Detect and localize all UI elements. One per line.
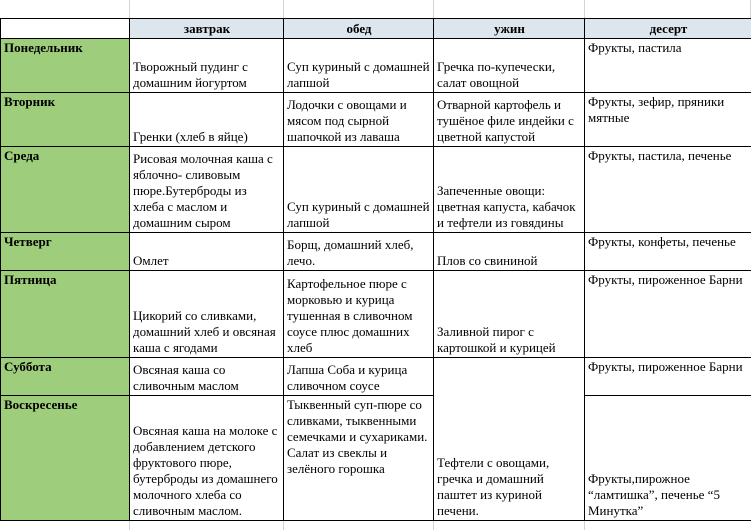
wednesday-dessert[interactable]: Фрукты, пастила, печенье [585,147,751,233]
monday-lunch[interactable]: Суп куриный с домашней лапшой [284,39,434,93]
gridline [129,0,130,18]
gridline [433,521,434,530]
day-thursday[interactable]: Четверг [1,233,130,271]
day-wednesday[interactable]: Среда [1,147,130,233]
day-sunday[interactable]: Воскресенье [1,396,130,521]
wednesday-breakfast[interactable]: Рисовая молочная каша с яблочно- сливовым пюре.Бутерброды из хлеба с маслом и домашним сыром [130,147,284,233]
gridline [584,0,585,18]
tuesday-dinner[interactable]: Отварной картофель и тушёное филе индейки с цветной капустой [434,93,585,147]
gridline [129,521,130,530]
gridline [283,521,284,530]
empty-grid-row [0,521,751,530]
day-tuesday[interactable]: Вторник [1,93,130,147]
saturday-lunch[interactable]: Лапша Соба и курица сливочном соусе [284,358,434,396]
saturday-dessert[interactable]: Фрукты, пироженное Барни [585,358,751,396]
friday-dinner[interactable]: Заливной пирог с картошкой и курицей [434,271,585,358]
day-friday[interactable]: Пятница [1,271,130,358]
monday-breakfast[interactable]: Творожный пудинг с домашним йогуртом [130,39,284,93]
tuesday-dessert[interactable]: Фрукты, зефир, пряники мятные [585,93,751,147]
tuesday-lunch[interactable]: Лодочки с овощами и мясом под сырной шапочкой из лаваша [284,93,434,147]
day-monday[interactable]: Понедельник [1,39,130,93]
row-monday [1,39,751,93]
corner-cell[interactable] [1,19,130,39]
monday-dessert[interactable]: Фрукты, пастила [585,39,751,93]
empty-grid-row [0,0,751,18]
thursday-lunch[interactable]: Борщ, домашний хлеб, лечо. [284,233,434,271]
thursday-dessert[interactable]: Фрукты, конфеты, печенье [585,233,751,271]
row-friday [1,271,751,358]
row-saturday [1,358,751,396]
friday-breakfast[interactable]: Цикорий со сливками, домашний хлеб и овсяная каша с ягодами [130,271,284,358]
gridline [283,0,284,18]
row-thursday [1,233,751,271]
header-lunch[interactable]: обед [284,19,434,39]
row-sunday [1,396,751,521]
row-tuesday [1,93,751,147]
gridline [584,521,585,530]
header-dessert[interactable]: десерт [585,19,751,39]
friday-dessert[interactable]: Фрукты, пироженное Барни [585,271,751,358]
wednesday-dinner[interactable]: Запеченные овощи: цветная капуста, кабачок и тефтели из говядины [434,147,585,233]
sunday-dessert[interactable]: Фрукты,пирожное “ламтишка”, печенье “5 Минутка” [585,396,751,521]
weekly-menu-table [0,18,751,521]
tuesday-breakfast[interactable]: Гренки (хлеб в яйце) [130,93,284,147]
weekend-dinner[interactable]: Тефтели с овощами, гречка и домашний паштет из куриной печени. [434,358,585,521]
gridline [433,0,434,18]
header-row [1,19,751,39]
sunday-lunch[interactable]: Тыквенный суп-пюре со сливками, тыквенными семечками и сухариками. Салат из свеклы и зелёного горошка [284,396,434,521]
header-breakfast[interactable]: завтрак [130,19,284,39]
thursday-breakfast[interactable]: Омлет [130,233,284,271]
row-wednesday [1,147,751,233]
wednesday-lunch[interactable]: Суп куриный с домашней лапшой [284,147,434,233]
saturday-breakfast[interactable]: Овсяная каша со сливочным маслом [130,358,284,396]
thursday-dinner[interactable]: Плов со свининой [434,233,585,271]
friday-lunch[interactable]: Картофельное пюре с морковью и курица тушенная в сливочном соусе плюс домашних хлеб [284,271,434,358]
monday-dinner[interactable]: Гречка по-купечески, салат овощной [434,39,585,93]
sunday-breakfast[interactable]: Овсяная каша на молоке с добавлением детского фруктового пюре, бутерброды из домашнего молочного хлеба со сливочным маслом. [130,396,284,521]
day-saturday[interactable]: Суббота [1,358,130,396]
header-dinner[interactable]: ужин [434,19,585,39]
